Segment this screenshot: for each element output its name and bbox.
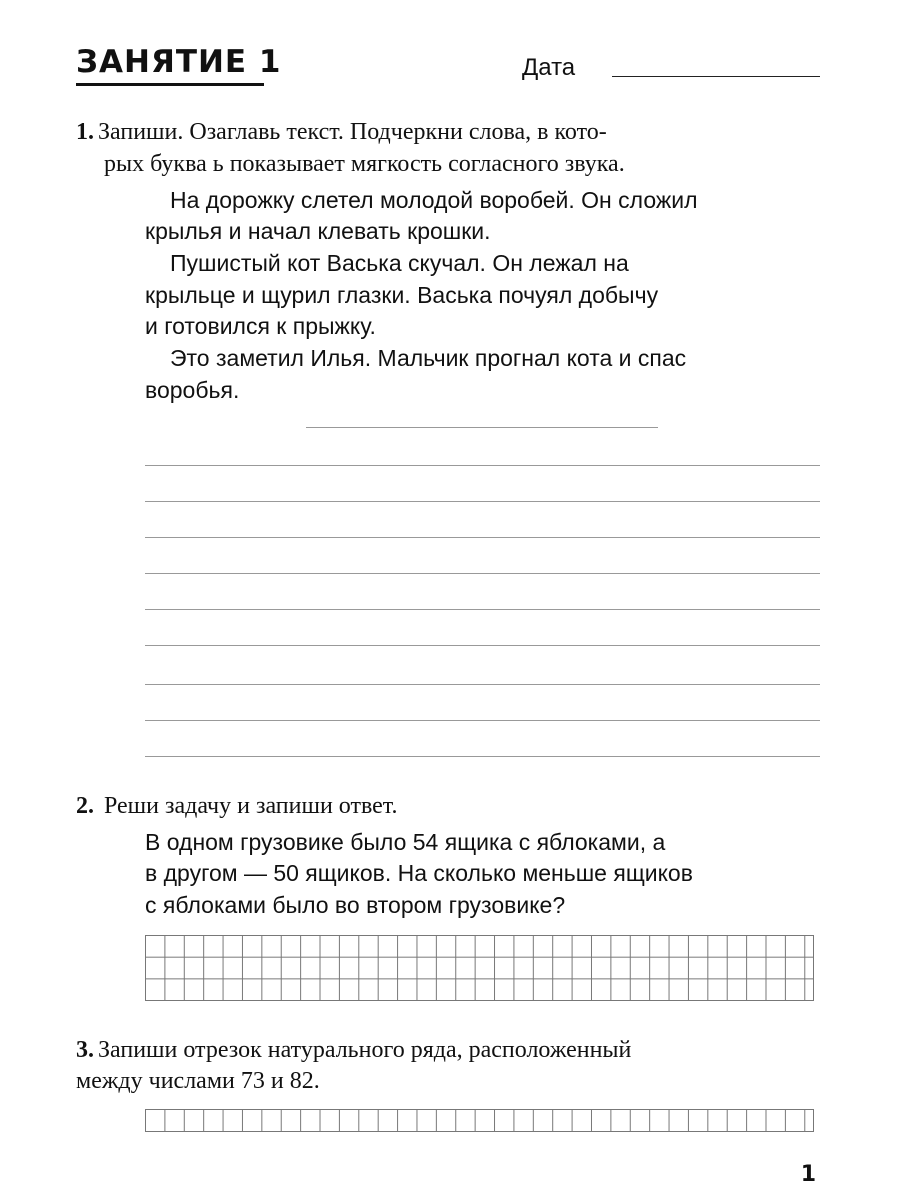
task2-text-line: В одном грузовике было 54 ящика с яблоками, а [145, 829, 666, 855]
task3-instruction-line1-text: Запиши отрезок натурального ряда, расположенный [98, 1037, 632, 1063]
title-blank-line[interactable] [306, 427, 658, 428]
task3-instruction-line2: между числами 73 и 82. [76, 1068, 320, 1094]
task1-number: 1. [76, 119, 94, 145]
writing-line[interactable] [145, 537, 820, 538]
writing-line[interactable] [145, 645, 820, 646]
answer-grid[interactable] [145, 935, 814, 1001]
title-underline [76, 83, 264, 86]
writing-line[interactable] [145, 465, 820, 466]
task2-instruction-text: Реши задачу и запиши ответ. [104, 793, 398, 819]
date-label: Дата [522, 54, 576, 81]
task1-text-line: Пушистый кот Васька скучал. Он лежал на [170, 250, 629, 276]
task1-instruction-line1-wrap [76, 116, 820, 148]
task1-text-line: и готовился к прыжку. [145, 313, 376, 339]
writing-line[interactable] [145, 573, 820, 574]
task3-number: 3. [76, 1037, 94, 1063]
number-row-grid[interactable] [145, 1109, 814, 1132]
task2-text-line: в другом — 50 ящиков. На сколько меньше ящиков [145, 860, 693, 886]
task2-instruction [76, 790, 397, 822]
page-number: 1 [800, 1162, 816, 1187]
task1-text-line: крылья и начал клевать крошки. [145, 218, 491, 244]
writing-line[interactable] [145, 756, 820, 757]
task1-text-line: Это заметил Илья. Мальчик прогнал кота и спас [170, 345, 687, 371]
page-title: ЗАНЯТИЕ 1 [76, 44, 282, 80]
writing-line[interactable] [145, 684, 820, 685]
task1-instruction-line1: Запиши. Озаглавь текст. Подчеркни слова, в кото- [98, 119, 607, 145]
task1-text-line: На дорожку слетел молодой воробей. Он сложил [170, 187, 698, 213]
task1-text-line: крыльце и щурил глазки. Васька почуял добычу [145, 282, 659, 308]
task3-instruction-line1 [76, 1034, 631, 1066]
task2-number: 2. [76, 793, 94, 819]
date-input-line[interactable] [612, 76, 820, 77]
writing-line[interactable] [145, 720, 820, 721]
task1-instruction [76, 116, 820, 148]
task2-text-line: с яблоками было во втором грузовике? [145, 892, 566, 918]
writing-line[interactable] [145, 501, 820, 502]
writing-line[interactable] [145, 609, 820, 610]
task1-instruction-line2: рых буква ь показывает мягкость согласного звука. [104, 151, 625, 177]
task1-text-line: воробья. [145, 377, 240, 403]
